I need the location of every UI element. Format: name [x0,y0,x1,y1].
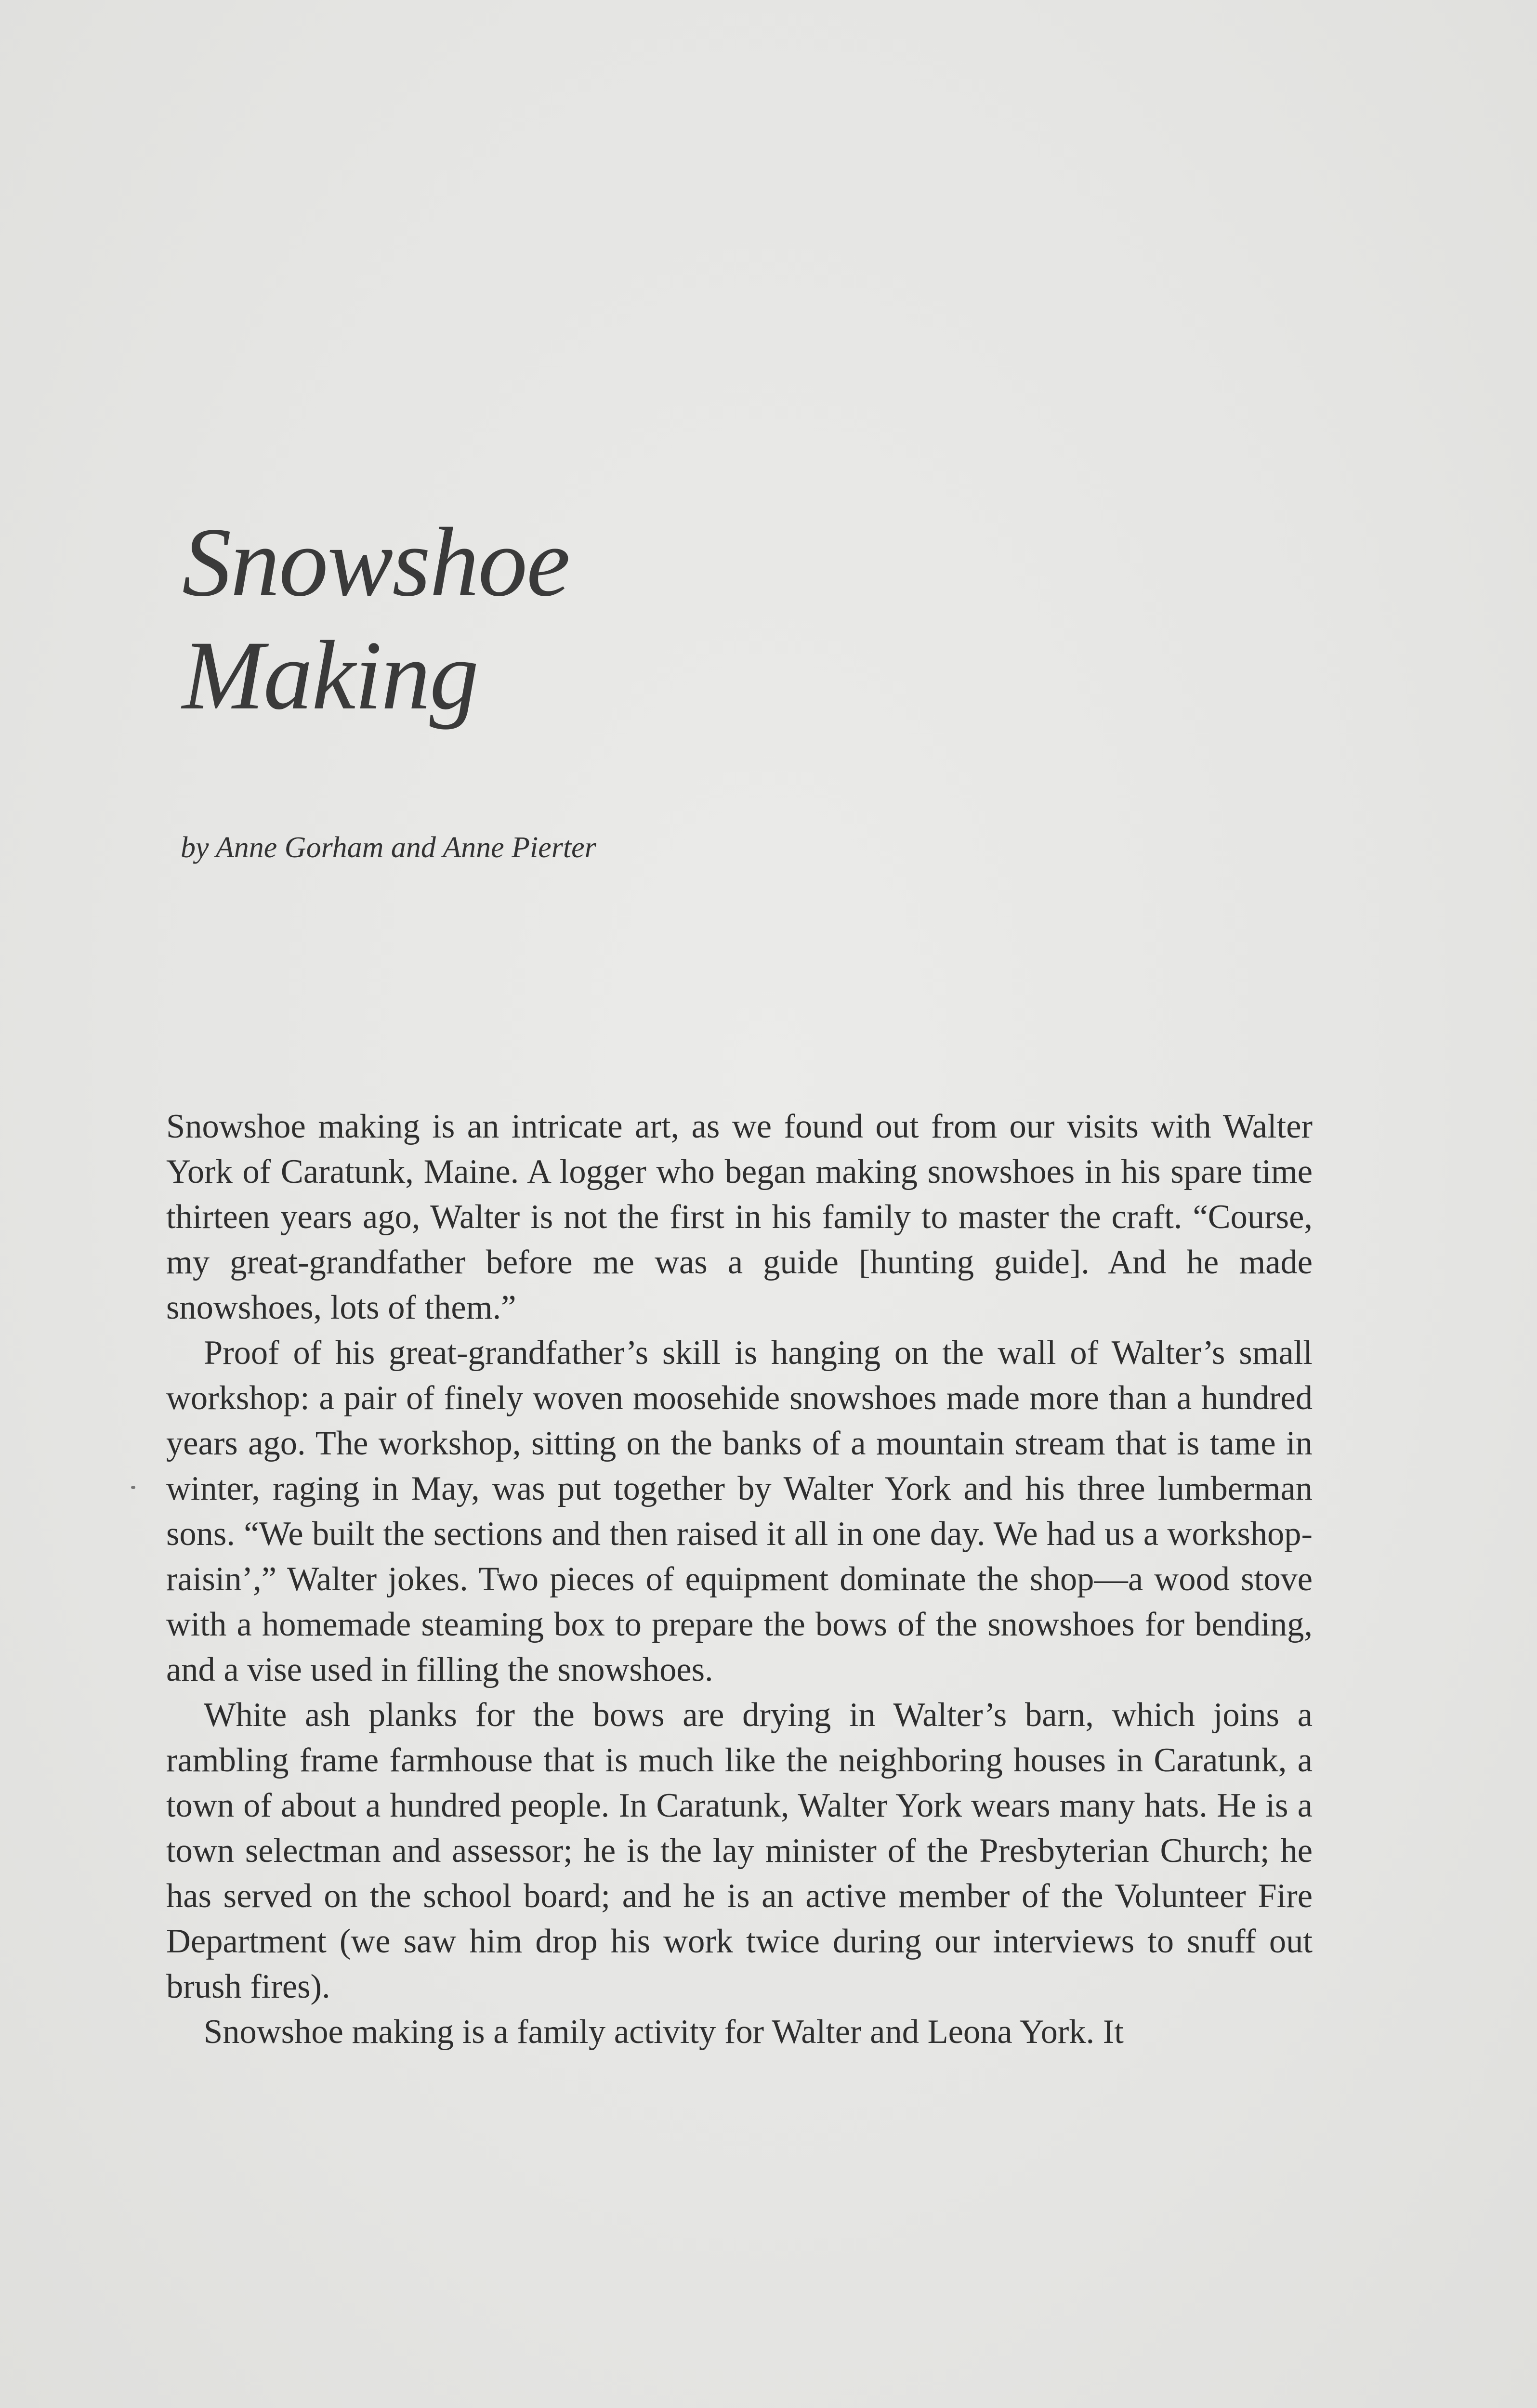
title-line-1: Snowshoe [182,508,569,617]
title-line-2: Making [182,621,478,730]
article-title [182,506,569,732]
byline: by Anne Gorham and Anne Pierter [181,831,596,864]
paragraph-2: Proof of his great-grandfather’s skill is hanging on the wall of Walter’s small workshop: a pair of finely woven moosehide snowshoes made more than a hundred years ago. The workshop, sitting on the banks of a mountain stream that is tame in winter, raging in May, was put together by Walter York and his three lumberman sons. “We built the sections and then raised it all in one day. We had us a workshop-raisin’,” Walter jokes. Two pieces of equipment dominate the shop—a wood stove with a homemade steaming box to prepare the bows of the snowshoes for bending, and a vise used in filling the snowshoes. [166,1334,1313,1688]
paper-speck [131,1486,135,1489]
paragraph-3: White ash planks for the bows are drying in Walter’s barn, which joins a rambling frame farmhouse that is much like the neighboring houses in Caratunk, a town of about a hundred people. In Caratunk, Walter York wears many hats. He is a town selectman and assessor; he is the lay minister of the Presbyterian Church; he has served on the school board; and he is an active member of the Volunteer Fire Department (we saw him drop his work twice during our interviews to snuff out brush fires). [166,1696,1313,2005]
paragraph-1: Snowshoe making is an intricate art, as we found out from our visits with Walter York of Caratunk, Maine. A logger who began making snowshoes in his spare time thirteen years ago, Walter is not the first in his family to master the craft. “Course, my great-grandfather before me was a guide [hunting guide]. And he made snowshoes, lots of them.” [166,1108,1313,1326]
paragraph-4: Snowshoe making is a family activity for Walter and Leona York. It [204,2013,1124,2051]
article-body [166,1104,1313,2055]
